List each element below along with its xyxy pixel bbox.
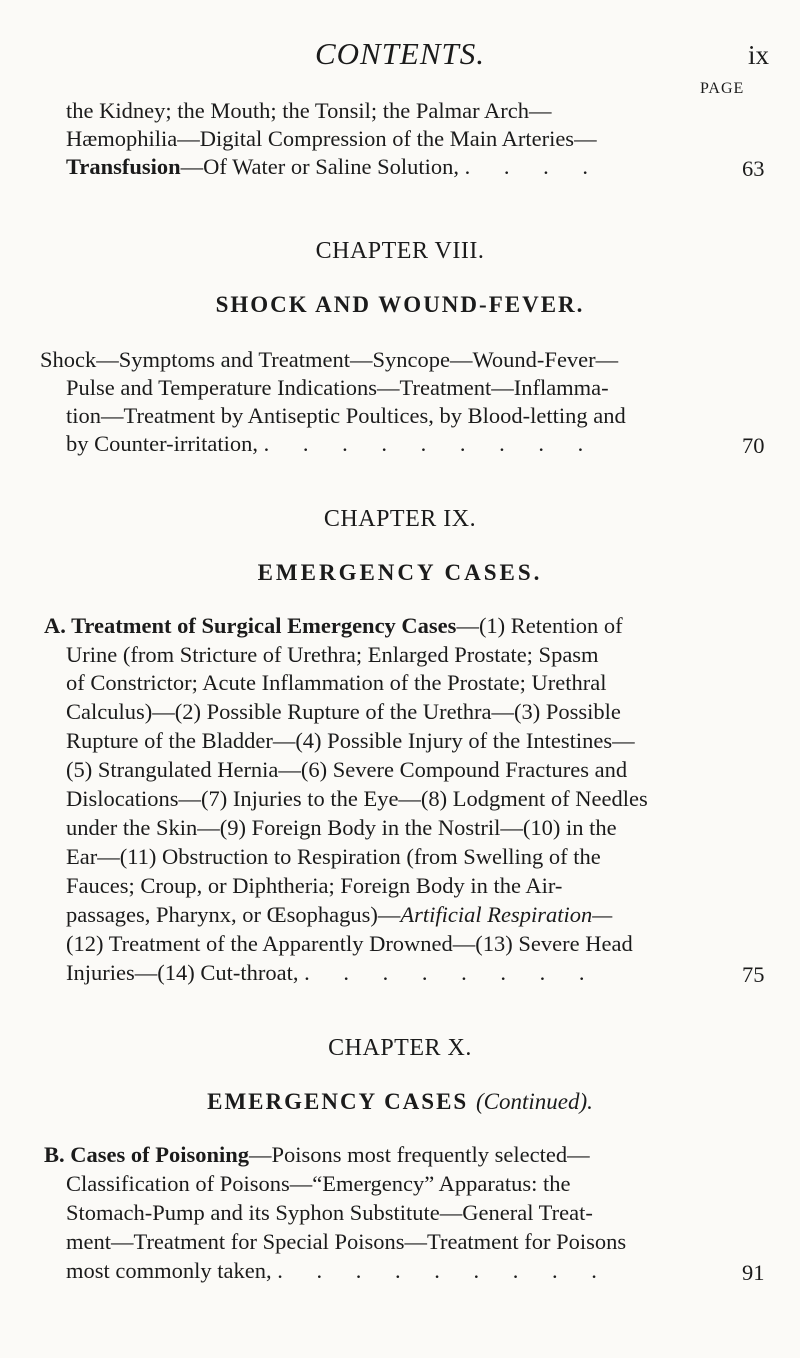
chapter-8-line-1: Shock—Symptoms and Treatment—Syncope—Wound-Fever— bbox=[40, 347, 619, 372]
artificial-respiration-italic: Artificial Respiration— bbox=[400, 902, 613, 927]
chapter-10-line-1 bbox=[44, 1142, 590, 1168]
chapter-9-line-10: Fauces; Croup, or Diphtheria; Foreign Body in the Air- bbox=[66, 873, 563, 898]
chapter-9-subheading: EMERGENCY CASES. bbox=[257, 560, 543, 585]
leader-dots: . . . . . . . . bbox=[304, 960, 599, 985]
section-b-bold: B. Cases of Poisoning bbox=[44, 1142, 250, 1167]
chapter-10-line-5-text: most commonly taken, bbox=[66, 1258, 272, 1283]
chapter-10-subheading bbox=[0, 1089, 800, 1115]
leader-dots: . . . . bbox=[464, 154, 602, 179]
chapter-9-line-12: (12) Treatment of the Apparently Drowned—(13) Severe Head bbox=[66, 931, 633, 956]
chapter-9-page: 75 bbox=[742, 962, 765, 987]
chapter-9-heading: CHAPTER IX. bbox=[323, 506, 477, 532]
chapter-9-line-13-text: Injuries—(14) Cut-throat, bbox=[66, 960, 299, 985]
chapter-10-line-4: ment—Treatment for Special Poisons—Treatment for Poisons bbox=[66, 1229, 627, 1254]
chapter-9-line-6: (5) Strangulated Hernia—(6) Severe Compound Fractures and bbox=[66, 757, 628, 782]
chapter-10-subheading-text: EMERGENCY CASES bbox=[207, 1089, 469, 1114]
chapter-9-line-9: Ear—(11) Obstruction to Respiration (from Swelling of the bbox=[66, 844, 601, 869]
chapter-9-line-11 bbox=[66, 902, 612, 928]
chapter-9-line-1 bbox=[44, 613, 623, 639]
running-title: CONTENTS. bbox=[314, 36, 486, 71]
intro-line-2: Hæmophilia—Digital Compression of the Main Arteries— bbox=[66, 126, 597, 151]
chapter-10-page: 91 bbox=[742, 1260, 765, 1285]
chapter-8-line-2: Pulse and Temperature Indications—Treatment—Inflamma- bbox=[66, 375, 609, 400]
chapter-10-line-2: Classification of Poisons—“Emergency” Apparatus: the bbox=[66, 1171, 571, 1196]
intro-line-1: the Kidney; the Mouth; the Tonsil; the Palmar Arch— bbox=[66, 98, 552, 123]
chapter-9-line-5: Rupture of the Bladder—(4) Possible Injury of the Intestines— bbox=[66, 728, 635, 753]
intro-line-3-rest: —Of Water or Saline Solution, bbox=[180, 154, 459, 179]
chapter-9-line-13 bbox=[66, 960, 598, 986]
chapter-8-line-4 bbox=[66, 431, 597, 457]
leader-dots: . . . . . . . . . bbox=[277, 1258, 611, 1283]
chapter-9-line-8: under the Skin—(9) Foreign Body in the Nostril—(10) in the bbox=[66, 815, 617, 840]
chapter-9-line-7: Dislocations—(7) Injuries to the Eye—(8) Lodgment of Needles bbox=[66, 786, 648, 811]
chapter-9-line-11-text: passages, Pharynx, or Œsophagus)— bbox=[66, 902, 401, 927]
chapter-9-line-2: Urine (from Stricture of Urethra; Enlarged Prostate; Spasm bbox=[66, 642, 599, 667]
chapter-8-subheading: SHOCK AND WOUND-FEVER. bbox=[215, 292, 585, 317]
chapter-8-line-4-text: by Counter-irritation, bbox=[66, 431, 259, 456]
continued-italic: (Continued). bbox=[475, 1089, 593, 1114]
chapter-10-line-3: Stomach-Pump and its Syphon Substitute—General Treat- bbox=[66, 1200, 593, 1225]
chapter-8-line-3: tion—Treatment by Antiseptic Poultices, by Blood-letting and bbox=[66, 403, 626, 428]
chapter-10-line-1-rest: —Poisons most frequently selected— bbox=[249, 1142, 590, 1167]
chapter-9-line-4: Calculus)—(2) Possible Rupture of the Urethra—(3) Possible bbox=[66, 699, 621, 724]
chapter-8-heading: CHAPTER VIII. bbox=[315, 238, 485, 264]
section-a-bold: A. Treatment of Surgical Emergency Cases bbox=[44, 613, 457, 638]
transfusion-bold: Transfusion bbox=[66, 154, 181, 179]
intro-line-3 bbox=[66, 154, 602, 180]
chapter-10-line-5 bbox=[66, 1258, 611, 1284]
intro-page: 63 bbox=[742, 156, 765, 181]
chapter-8-page: 70 bbox=[742, 433, 765, 458]
chapter-9-line-3: of Constrictor; Acute Inflammation of the Prostate; Urethral bbox=[66, 670, 607, 695]
page-column-label: PAGE bbox=[700, 80, 745, 97]
leader-dots: . . . . . . . . . bbox=[263, 431, 598, 456]
page-number: ix bbox=[748, 40, 770, 70]
chapter-9-line-1-rest: —(1) Retention of bbox=[456, 613, 623, 638]
chapter-10-heading: CHAPTER X. bbox=[328, 1035, 472, 1061]
